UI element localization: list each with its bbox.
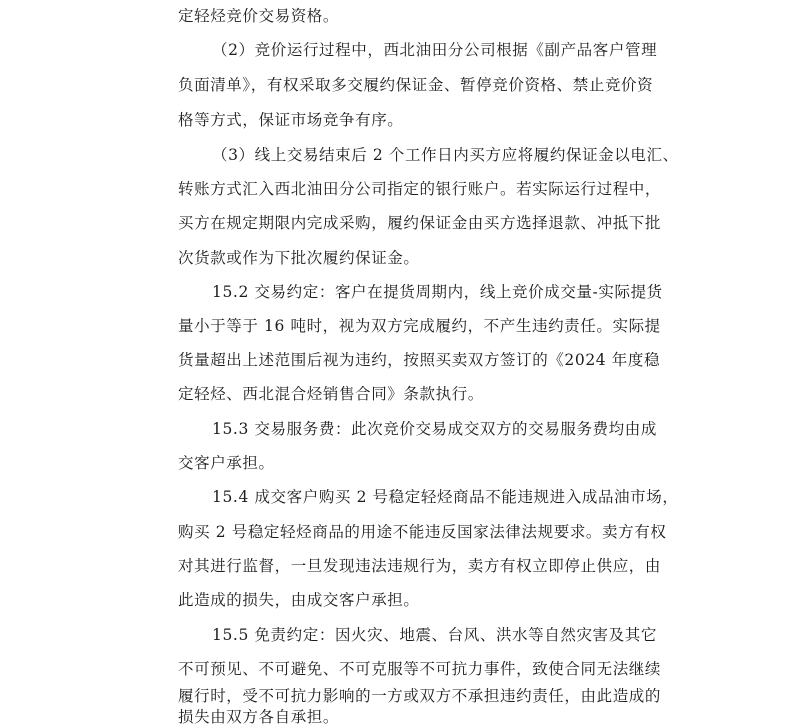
text-line: （2）竞价运行过程中，西北油田分公司根据《副产品客户管理: [212, 41, 658, 59]
text-line: 交客户承担。: [178, 454, 275, 472]
text-line: 不可预见、不可避免、不可克服等不可抗力事件，致使合同无法继续: [178, 660, 662, 678]
text-line: 履行时，受不可抗力影响的一方或双方不承担违约责任，由此造成的: [178, 687, 662, 705]
text-line: 购买 2 号稳定轻烃商品的用途不能违反国家法律法规要求。卖方有权: [178, 523, 667, 541]
text-line: 此造成的损失，由成交客户承担。: [178, 591, 420, 609]
text-line: 负面清单》，有权采取多交履约保证金、暂停竞价资格、禁止竞价资: [178, 76, 654, 94]
text-line: 15.3 交易服务费：此次竞价交易成交双方的交易服务费均由成: [212, 420, 657, 438]
text-line: 转账方式汇入西北油田分公司指定的银行账户。若实际运行过程中，: [178, 180, 662, 198]
text-line: 货量超出上述范围后视为违约，按照买卖双方签订的《2024 年度稳: [178, 351, 661, 369]
text-line: 15.4 成交客户购买 2 号稳定轻烃商品不能违规进入成品油市场，: [212, 488, 679, 506]
text-line: （3）线上交易结束后 2 个工作日内买方应将履约保证金以电汇、: [212, 146, 679, 164]
text-line: 量小于等于 16 吨时，视为双方完成履约，不产生违约责任。实际提: [178, 317, 661, 335]
text-line: 定轻烃竞价交易资格。: [178, 7, 340, 25]
text-line: 买方在规定期限内完成采购，履约保证金由买方选择退款、冲抵下批: [178, 214, 662, 232]
text-line: 格等方式，保证市场竞争有序。: [178, 111, 404, 129]
text-line: 定轻烃、西北混合烃销售合同》条款执行。: [178, 385, 484, 403]
text-line: 15.5 免责约定：因火灾、地震、台风、洪水等自然灾害及其它: [212, 626, 657, 644]
text-line: 损失由双方各自承担。: [178, 708, 340, 726]
text-line: 对其进行监督，一旦发现违法违规行为，卖方有权立即停止供应，由: [178, 557, 662, 575]
text-line: 次货款或作为下批次履约保证金。: [178, 249, 420, 267]
text-line: 15.2 交易约定：客户在提货周期内，线上竞价成交量-实际提货: [212, 283, 663, 301]
